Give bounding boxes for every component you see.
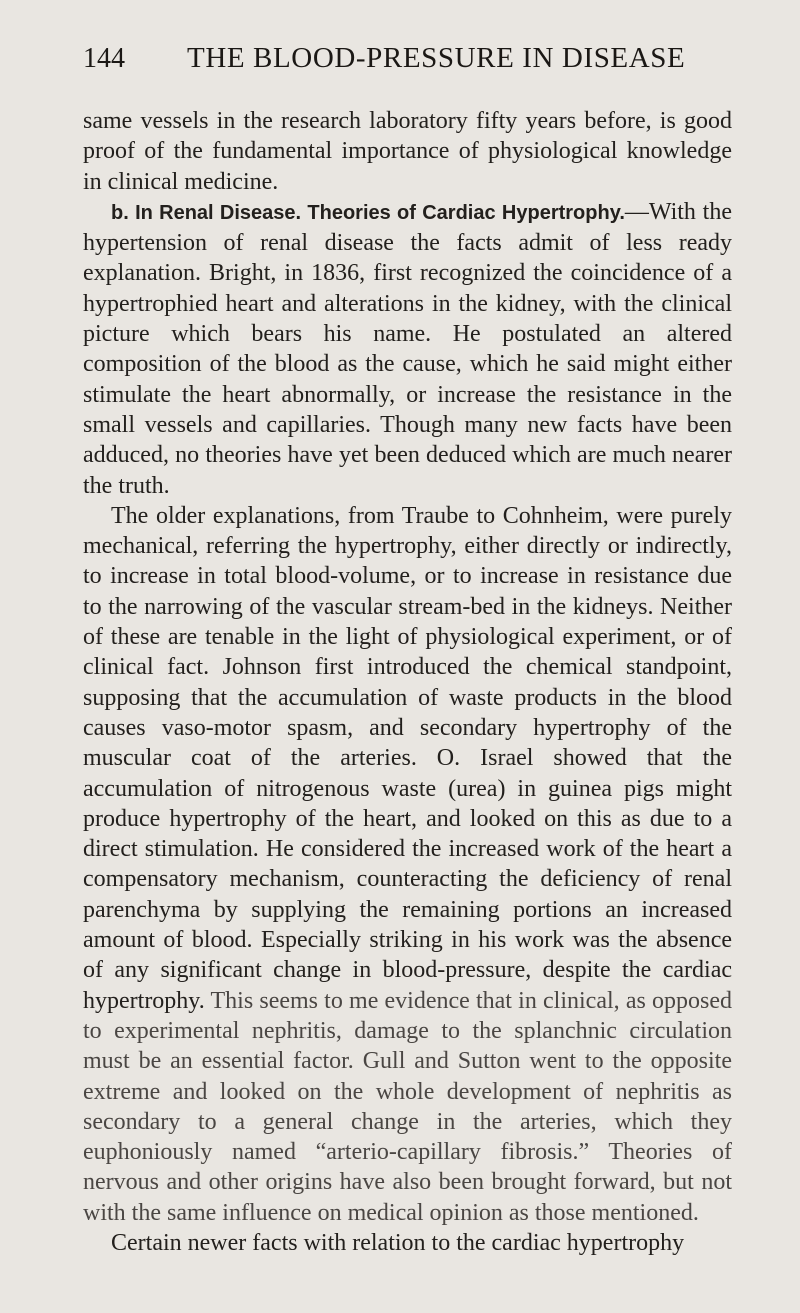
running-title: THE BLOOD-PRESSURE IN DISEASE [187, 42, 686, 74]
paragraph-newer-facts: Certain newer facts with relation to the cardiac hypertrophy [111, 1229, 685, 1256]
paragraph-text: This seems to me evidence that in clinical, as opposed to experimental nephritis, damage to the splanchnic circulation must be an essential factor. Gull and Sutton went to the opposite extreme and looked on the whole development of nephritis as secondary to a general change in the arteries, which they euphoniously named “arterio-capillary fibrosis.” Theories of nervous and other origins have also been brought forward, but not with the same influence on medical opinion as those mentioned. [83, 987, 732, 1226]
page-number: 144 [83, 43, 125, 74]
paragraph-older-explanations [83, 501, 732, 1228]
running-head [83, 42, 732, 88]
paragraph-text: —With the hypertension of renal disease the facts admit of less ready explanation. Bright, in 1836, first recognized the coincidence of a hypertrophied heart and alterations in the kidney, with the clinical picture which bears his name. He postulated an altered composition of the blood as the cause, which he said might either stimulate the heart abnormally, or increase the resistance in the small vessels and capillaries. Though many new facts have been adduced, no theories have yet been deduced which are much nearer the truth. [83, 198, 732, 499]
section-heading: b. In Renal Disease. Theories of Cardiac Hypertrophy. [111, 201, 625, 224]
body-text [83, 106, 732, 1258]
paragraph-renal-disease [83, 197, 732, 501]
paragraph-text: The older explanations, from Traube to Cohnheim, were purely mechanical, referring the hypertrophy, either directly or indirectly, to increase in total blood-volume, or to increase in resistance due to the narrowing of the vascular stream-bed in the kidneys. Neither of these are tenable in the light of physiological experiment, or of clinical fact. Johnson first introduced the chemical standpoint, supposing that the accumulation of waste products in the blood causes vaso-motor spasm, and secondary hypertrophy of the muscular coat of the arteries. O. Israel showed that the accumulation of nitrogenous waste (urea) in guinea pigs might produce hypertrophy of the heart, and looked on this as due to a direct stimulation. He considered the increased work of the heart a compensatory mechanism, counteracting the deficiency of renal parenchyma by supplying the remaining portions an increased amount of blood. Especially striking in his work was the absence of any significant change in blood-pressure, despite the cardiac hypertrophy. [83, 502, 732, 1014]
paragraph-continuation: same vessels in the research laboratory fifty years before, is good proof of the fundamental importance of physiological knowledge in clinical medicine. [83, 108, 732, 195]
